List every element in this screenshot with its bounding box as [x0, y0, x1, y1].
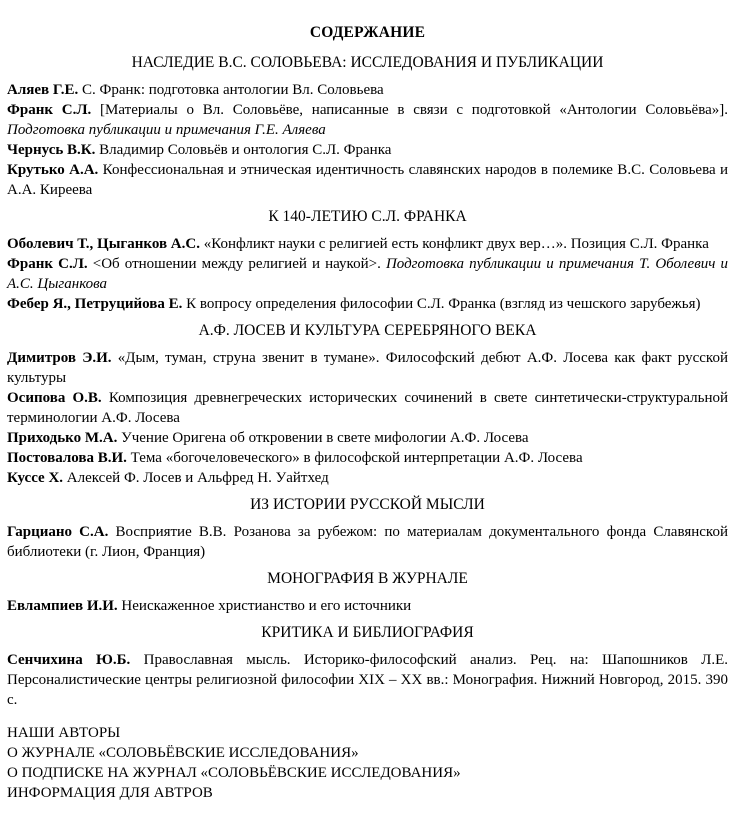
entry-note: Подготовка публикации и примечания Т. Оболевич и А.С. Цыганкова	[7, 256, 728, 292]
entry-title-text: <Об отношении между религией и наукой>.	[87, 256, 386, 272]
toc-entry	[7, 468, 728, 488]
entry-title-text: «Конфликт науки с религией есть конфликт двух вер…». Позиция С.Л. Франка	[199, 236, 709, 252]
toc-entry	[7, 348, 728, 388]
toc-entry	[7, 428, 728, 448]
entry-authors: Куссе Х.	[7, 470, 64, 486]
entry-title-text: Учение Оригена об откровении в свете мифологии А.Ф. Лосева	[117, 430, 529, 446]
entry-title-text: [Материалы о Вл. Соловьёве, написанные в связи с подготовкой «Антологии Соловьёва»].	[91, 102, 728, 118]
toc-entry	[7, 448, 728, 468]
entry-authors: Постовалова В.И.	[7, 450, 127, 466]
entry-authors: Гарциано С.А.	[7, 524, 109, 540]
entry-title-text: Тема «богочеловеческого» в философской интерпретации А.Ф. Лосева	[126, 450, 583, 466]
footer-item: ИНФОРМАЦИЯ ДЛЯ АВТРОВ	[7, 785, 213, 801]
entry-note: Подготовка публикации и примечания Г.Е. Аляева	[7, 122, 326, 138]
section-heading: А.Ф. ЛОСЕВ И КУЛЬТУРА СЕРЕБРЯНОГО ВЕКА	[198, 322, 537, 339]
entry-authors: Оболевич Т., Цыганков А.С.	[7, 236, 200, 252]
footer-item: НАШИ АВТОРЫ	[7, 725, 121, 741]
entry-authors: Евлампиев И.И.	[7, 598, 118, 614]
section-heading: К 140-ЛЕТИЮ С.Л. ФРАНКА	[268, 208, 467, 225]
entry-title-text: Владимир Соловьёв и онтология С.Л. Франка	[95, 142, 392, 158]
entry-title-text: Композиция древнегреческих исторических сочинений в свете синтетически-структуральной терминологии А.Ф. Лосева	[7, 390, 729, 426]
entry-title-text: Православная мысль. Историко-философский анализ. Рец. на: Шапошников Л.Е. Персоналистические центры религиозной философии XIX – ХХ вв.: Монография. Нижний Новгород, 2015. 390 с.	[7, 652, 728, 708]
entry-authors: Осипова О.В.	[7, 390, 102, 406]
section-heading: МОНОГРАФИЯ В ЖУРНАЛЕ	[267, 570, 468, 587]
entry-authors: Крутько А.А.	[7, 162, 99, 178]
entry-title-text: Восприятие В.В. Розанова за рубежом: по материалам документального фонда Славянской библиотеки (г. Лион, Франция)	[7, 524, 728, 560]
toc-entry	[7, 140, 728, 160]
page-title: СОДЕРЖАНИЕ	[309, 24, 426, 41]
entry-title-text: Алексей Ф. Лосев и Альфред Н. Уайтхед	[63, 470, 329, 486]
entry-title-text: «Дым, туман, струна звенит в тумане». Философский дебют А.Ф. Лосева как факт русской культуры	[7, 350, 728, 386]
footer-item: О ПОДПИСКЕ НА ЖУРНАЛ «СОЛОВЬЁВСКИЕ ИССЛЕДОВАНИЯ»	[7, 765, 461, 781]
toc-entry	[7, 522, 728, 562]
toc-entry	[7, 294, 728, 314]
entry-title-text: К вопросу определения философии С.Л. Франка (взгляд из чешского зарубежья)	[182, 296, 701, 312]
entry-authors: Димитров Э.И.	[7, 350, 112, 366]
toc-entry	[7, 650, 728, 710]
entry-authors: Фебер Я., Петруцийова Е.	[7, 296, 183, 312]
entry-title-text: Конфессиональная и этническая идентичность славянских народов в полемике В.С. Соловьева и А.А. Киреева	[7, 162, 729, 198]
entry-title-text: Неискаженное христианство и его источники	[117, 598, 412, 614]
toc-entry	[7, 100, 728, 140]
toc-entry	[7, 160, 728, 200]
entry-authors: Аляев Г.Е.	[7, 82, 79, 98]
entry-authors: Франк С.Л.	[7, 256, 88, 272]
section-heading: ИЗ ИСТОРИИ РУССКОЙ МЫСЛИ	[250, 496, 485, 513]
section-heading: КРИТИКА И БИБЛИОГРАФИЯ	[261, 624, 474, 641]
entry-title-text: С. Франк: подготовка антологии Вл. Соловьева	[78, 82, 384, 98]
toc-entry	[7, 254, 728, 294]
footer-item: О ЖУРНАЛЕ «СОЛОВЬЁВСКИЕ ИССЛЕДОВАНИЯ»	[7, 745, 359, 761]
section-heading: НАСЛЕДИЕ В.С. СОЛОВЬЕВА: ИССЛЕДОВАНИЯ И ПУБЛИКАЦИИ	[131, 54, 604, 71]
toc-entry	[7, 596, 728, 616]
toc-entry	[7, 80, 728, 100]
footer-links-block	[7, 723, 728, 803]
entry-authors: Франк С.Л.	[7, 102, 92, 118]
entry-authors: Чернусь В.К.	[7, 142, 96, 158]
entry-authors: Сенчихина Ю.Б.	[7, 652, 131, 668]
toc-sections	[7, 53, 728, 710]
toc-entry	[7, 388, 728, 428]
entry-authors: Приходько М.А.	[7, 430, 118, 446]
toc-entry	[7, 234, 728, 254]
